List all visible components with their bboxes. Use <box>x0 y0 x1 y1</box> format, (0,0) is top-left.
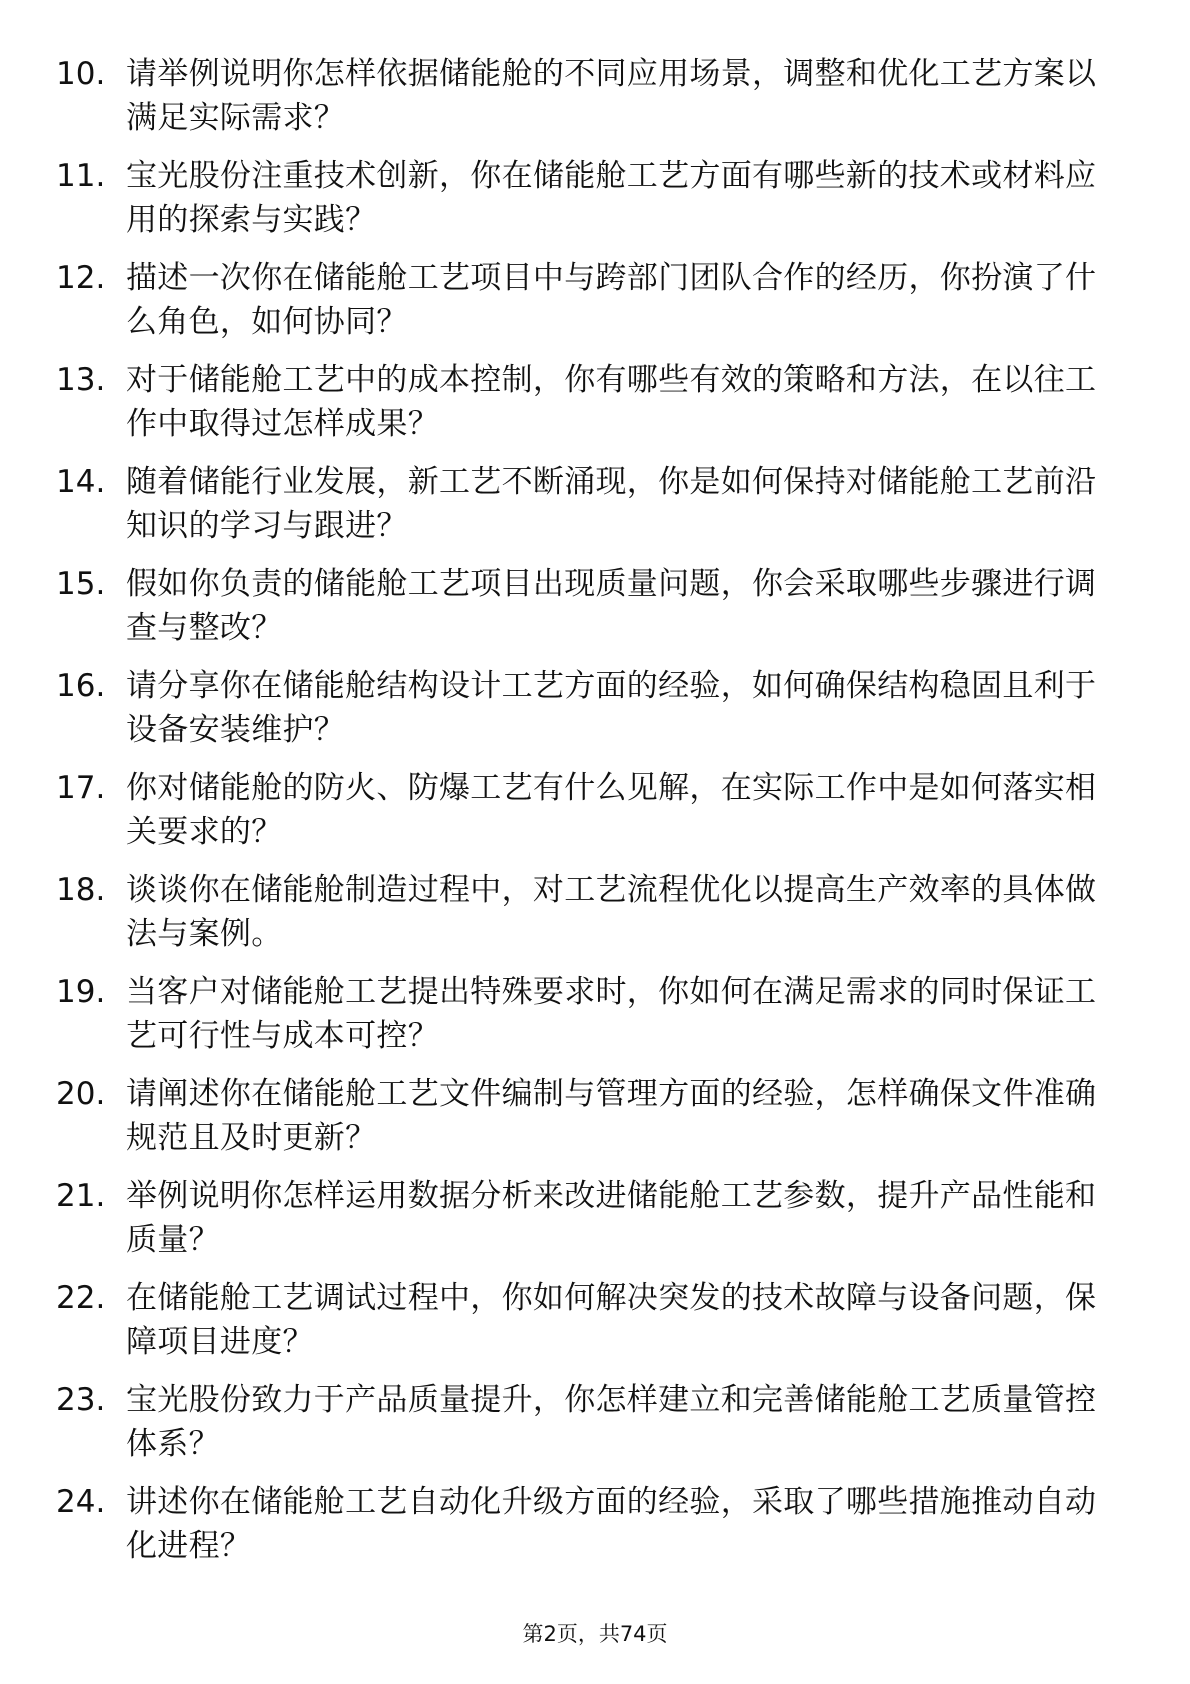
question-item-14 <box>0 460 1190 562</box>
question-number: 23. <box>56 1382 106 1418</box>
question-text: 在储能舱工艺调试过程中，你如何解决突发的技术故障与设备问题，保障项目进度？ <box>126 1280 1097 1360</box>
question-number: 24. <box>56 1484 106 1520</box>
question-text: 宝光股份注重技术创新，你在储能舱工艺方面有哪些新的技术或材料应用的探索与实践？ <box>126 158 1097 238</box>
question-text: 你对储能舱的防火、防爆工艺有什么见解，在实际工作中是如何落实相关要求的？ <box>126 770 1097 850</box>
question-number: 14. <box>56 464 106 500</box>
question-number: 19. <box>56 974 106 1010</box>
question-text: 宝光股份致力于产品质量提升，你怎样建立和完善储能舱工艺质量管控体系？ <box>126 1382 1097 1462</box>
question-number: 17. <box>56 770 106 806</box>
question-text: 请阐述你在储能舱工艺文件编制与管理方面的经验，怎样确保文件准确规范且及时更新？ <box>126 1076 1097 1156</box>
question-text: 随着储能行业发展，新工艺不断涌现，你是如何保持对储能舱工艺前沿知识的学习与跟进？ <box>126 464 1097 544</box>
question-number: 15. <box>56 566 106 602</box>
question-text: 请举例说明你怎样依据储能舱的不同应用场景，调整和优化工艺方案以满足实际需求？ <box>126 56 1097 136</box>
question-number: 22. <box>56 1280 106 1316</box>
question-text: 谈谈你在储能舱制造过程中，对工艺流程优化以提高生产效率的具体做法与案例。 <box>126 872 1097 952</box>
question-text: 举例说明你怎样运用数据分析来改进储能舱工艺参数，提升产品性能和质量？ <box>126 1178 1097 1258</box>
question-item-24 <box>0 1480 1190 1582</box>
question-text: 描述一次你在储能舱工艺项目中与跨部门团队合作的经历，你扮演了什么角色，如何协同？ <box>126 260 1097 340</box>
question-item-18 <box>0 868 1190 970</box>
question-number: 16. <box>56 668 106 704</box>
question-number: 21. <box>56 1178 106 1214</box>
question-item-16 <box>0 664 1190 766</box>
question-item-10 <box>0 52 1190 154</box>
question-item-22 <box>0 1276 1190 1378</box>
question-number: 18. <box>56 872 106 908</box>
question-text: 当客户对储能舱工艺提出特殊要求时，你如何在满足需求的同时保证工艺可行性与成本可控？ <box>126 974 1097 1054</box>
question-number: 10. <box>56 56 106 92</box>
question-text: 对于储能舱工艺中的成本控制，你有哪些有效的策略和方法，在以往工作中取得过怎样成果？ <box>126 362 1097 442</box>
question-number: 20. <box>56 1076 106 1112</box>
question-number: 11. <box>56 158 106 194</box>
question-item-11 <box>0 154 1190 256</box>
question-item-12 <box>0 256 1190 358</box>
page-indicator: 第2页，共74页 <box>522 1622 668 1646</box>
question-item-17 <box>0 766 1190 868</box>
question-item-13 <box>0 358 1190 460</box>
question-number: 12. <box>56 260 106 296</box>
question-item-21 <box>0 1174 1190 1276</box>
question-text: 请分享你在储能舱结构设计工艺方面的经验，如何确保结构稳固且利于设备安装维护？ <box>126 668 1097 748</box>
question-item-20 <box>0 1072 1190 1174</box>
question-item-19 <box>0 970 1190 1072</box>
question-number: 13. <box>56 362 106 398</box>
question-list <box>0 52 1190 1582</box>
question-text: 讲述你在储能舱工艺自动化升级方面的经验，采取了哪些措施推动自动化进程？ <box>126 1484 1097 1564</box>
question-item-23 <box>0 1378 1190 1480</box>
question-text: 假如你负责的储能舱工艺项目出现质量问题，你会采取哪些步骤进行调查与整改？ <box>126 566 1097 646</box>
question-item-15 <box>0 562 1190 664</box>
